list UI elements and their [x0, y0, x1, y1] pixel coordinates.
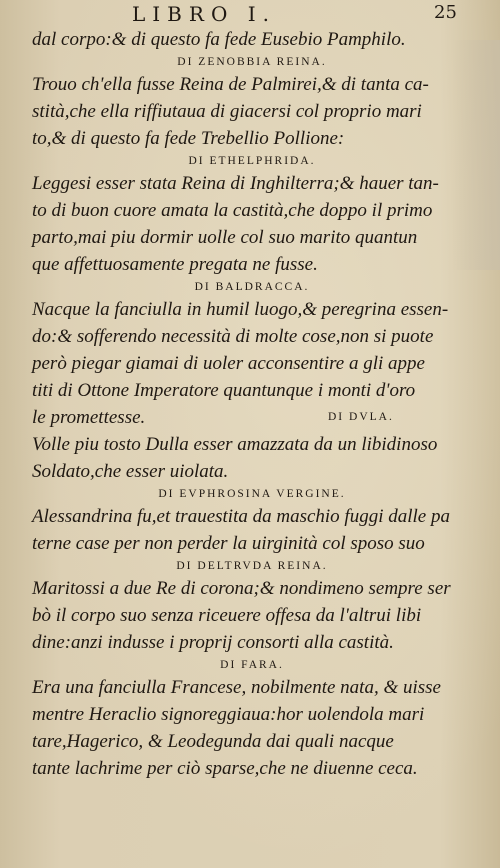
- running-head-title: LIBRO I.: [132, 2, 276, 26]
- text-line: dal corpo:& di questo fa fede Eusebio Pamphilo.: [32, 29, 406, 50]
- text-line: le promettesse.: [32, 407, 146, 428]
- text-line: però piegar giamai di uoler acconsentire a gli appe: [32, 353, 425, 374]
- text-line: Maritossi a due Re di corona;& nondimeno sempre ser: [32, 578, 451, 599]
- section-heading: DI ETHELPHRIDA.: [188, 155, 316, 167]
- text-line: Alessandrina fu,et trauestita da maschio fuggi dalle pa: [32, 506, 450, 527]
- text-line: que affettuosamente pregata ne fusse.: [32, 254, 318, 275]
- section-heading: DI EVPHROSINA VERGINE.: [158, 488, 346, 500]
- text-line: Trouo ch'ella fusse Reina de Palmirei,& di tanta ca-: [32, 74, 429, 95]
- text-line: do:& sofferendo necessità di molte cose,non si puote: [32, 326, 434, 347]
- text-line: stità,che ella riffiutaua di giacersi col proprio mari: [32, 101, 422, 122]
- text-line: dine:anzi indusse i proprij consorti alla castità.: [32, 632, 394, 653]
- text-line: titi di Ottone Imperatore quantunque i monti d'oro: [32, 380, 416, 401]
- page-number: 25: [434, 2, 457, 23]
- text-line: to,& di questo fa fede Trebellio Pollione:: [32, 128, 345, 149]
- text-line: bò il corpo suo senza riceuere offesa da l'altrui libi: [32, 605, 422, 626]
- text-line: Leggesi esser stata Reina di Inghilterra;& hauer tan-: [32, 173, 439, 194]
- text-line: tare,Hagerico, & Leodegunda dai quali nacque: [32, 731, 394, 752]
- section-heading: DI DVLA.: [328, 411, 394, 423]
- text-line-with-heading: [32, 404, 472, 431]
- section-heading: DI DELTRVDA REINA.: [176, 560, 328, 572]
- text-line: Soldato,che esser uiolata.: [32, 461, 229, 482]
- text-line: terne case per non perder la uirginità col sposo suo: [32, 533, 425, 554]
- text-line: mentre Heraclio signoreggiaua:hor uolendola mari: [32, 704, 425, 725]
- text-line: parto,mai piu dormir uolle col suo marito quantun: [32, 227, 418, 248]
- section-heading: DI BALDRACCA.: [194, 281, 310, 293]
- text-line: tante lachrime per ciò sparse,che ne diuenne ceca.: [32, 758, 418, 779]
- text-line: Volle piu tosto Dulla esser amazzata da un libidinoso: [32, 434, 438, 455]
- running-head: [0, 2, 500, 24]
- text-line: to di buon cuore amata la castità,che doppo il primo: [32, 200, 433, 221]
- text-line: Nacque la fanciulla in humil luogo,& peregrina essen-: [32, 299, 449, 320]
- section-heading: DI FARA.: [220, 659, 284, 671]
- section-heading: DI ZENOBBIA REINA.: [177, 56, 327, 68]
- text-block: [32, 26, 472, 782]
- text-line: Era una fanciulla Francese, nobilmente nata, & uisse: [32, 677, 441, 698]
